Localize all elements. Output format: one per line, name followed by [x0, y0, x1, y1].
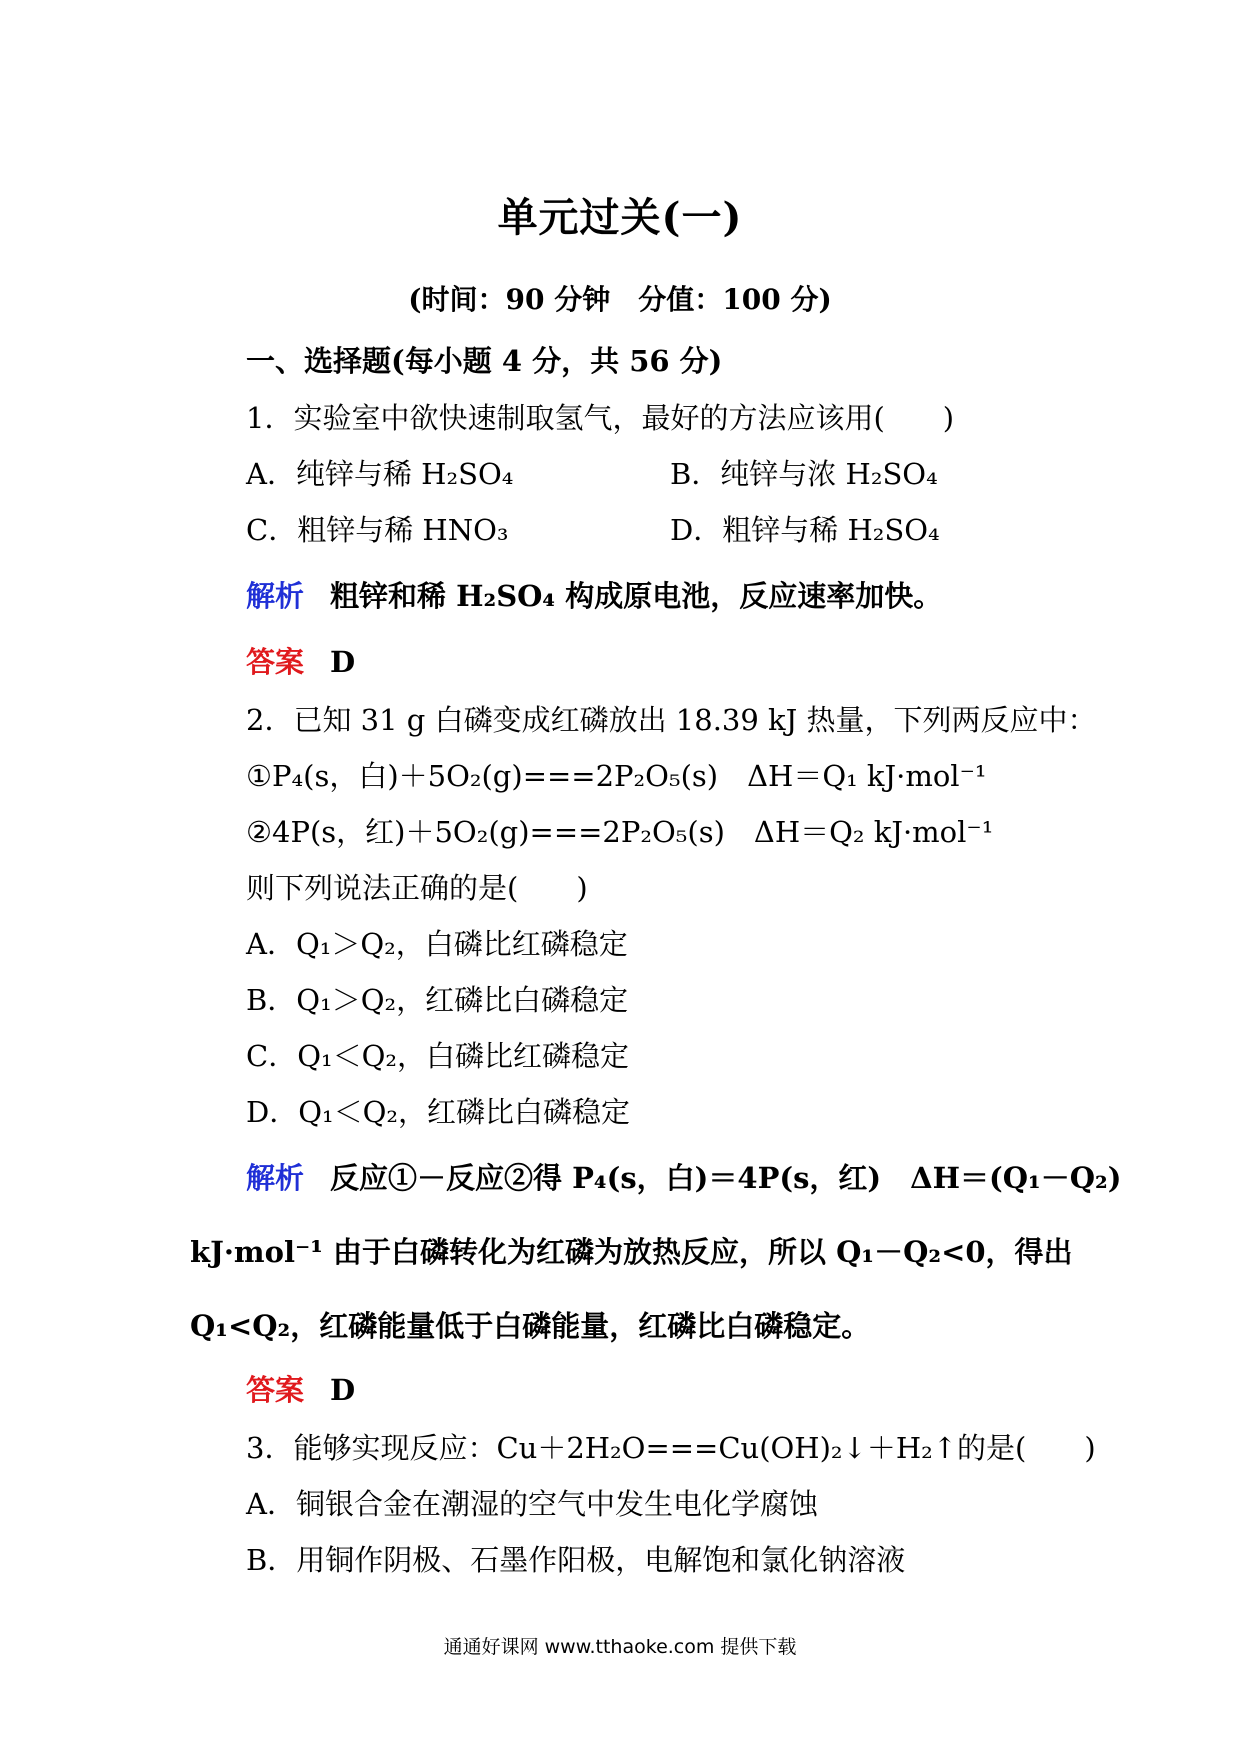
- q2-analysis-line-3: Q₁<Q₂，红磷能量低于白磷能量，红磷比白磷稳定。: [190, 1309, 871, 1343]
- analysis-label: 解析: [246, 1161, 305, 1195]
- section-heading: 一、选择题(每小题 4 分，共 56 分): [246, 344, 723, 378]
- q2-question: 则下列说法正确的是( ): [246, 871, 588, 905]
- page-title: 单元过关(一): [497, 194, 743, 241]
- q2-stem: 2．已知 31 g 白磷变成红磷放出 18.39 kJ 热量，下列两反应中：: [246, 703, 1097, 737]
- q1-stem: 1．实验室中欲快速制取氢气，最好的方法应该用( ): [246, 401, 955, 435]
- q3-option-a: A．铜银合金在潮湿的空气中发生电化学腐蚀: [246, 1487, 818, 1521]
- q2-option-b: B．Q₁＞Q₂，红磷比白磷稳定: [246, 983, 629, 1017]
- answer-label: 答案: [246, 645, 305, 679]
- q1-option-a: A．纯锌与稀 H₂SO₄: [246, 457, 514, 491]
- q2-option-a: A．Q₁＞Q₂，白磷比红磷稳定: [246, 927, 628, 961]
- analysis-text: 反应①－反应②得 P₄(s，白)＝4P(s，红) ΔH＝(Q₁－Q₂): [330, 1161, 1122, 1195]
- analysis-text: 粗锌和稀 H₂SO₄ 构成原电池，反应速率加快。: [330, 579, 943, 613]
- exam-info: (时间：90 分钟 分值：100 分): [408, 283, 832, 316]
- q3-stem: 3．能够实现反应：Cu＋2H₂O===Cu(OH)₂↓＋H₂↑的是( ): [246, 1431, 1096, 1465]
- analysis-label: 解析: [246, 579, 305, 613]
- q2-option-d: D．Q₁＜Q₂，红磷比白磷稳定: [246, 1095, 631, 1129]
- answer-value: D: [330, 645, 356, 679]
- q1-option-b: B．纯锌与浓 H₂SO₄: [670, 457, 938, 491]
- footer-credit: 通通好课网 www.tthaoke.com 提供下载: [443, 1636, 797, 1658]
- q2-equation-2: ②4P(s，红)＋5O₂(g)===2P₂O₅(s) ΔH＝Q₂ kJ·mol⁻¹: [246, 815, 994, 849]
- q2-equation-1: ①P₄(s，白)＋5O₂(g)===2P₂O₅(s) ΔH＝Q₁ kJ·mol⁻¹: [246, 759, 987, 793]
- q2-answer: [246, 1373, 356, 1407]
- q1-analysis: [246, 579, 943, 613]
- q1-answer: [246, 645, 356, 679]
- q1-option-d: D．粗锌与稀 H₂SO₄: [670, 513, 940, 547]
- q3-option-b: B．用铜作阴极、石墨作阳极，电解饱和氯化钠溶液: [246, 1543, 906, 1577]
- answer-value: D: [330, 1373, 356, 1407]
- q2-analysis-line-1: [246, 1161, 1122, 1195]
- q1-option-c: C．粗锌与稀 HNO₃: [246, 513, 509, 547]
- q2-option-c: C．Q₁＜Q₂，白磷比红磷稳定: [246, 1039, 629, 1073]
- answer-label: 答案: [246, 1373, 305, 1407]
- q2-analysis-line-2: kJ·mol⁻¹ 由于白磷转化为红磷为放热反应，所以 Q₁－Q₂<0，得出: [190, 1235, 1073, 1269]
